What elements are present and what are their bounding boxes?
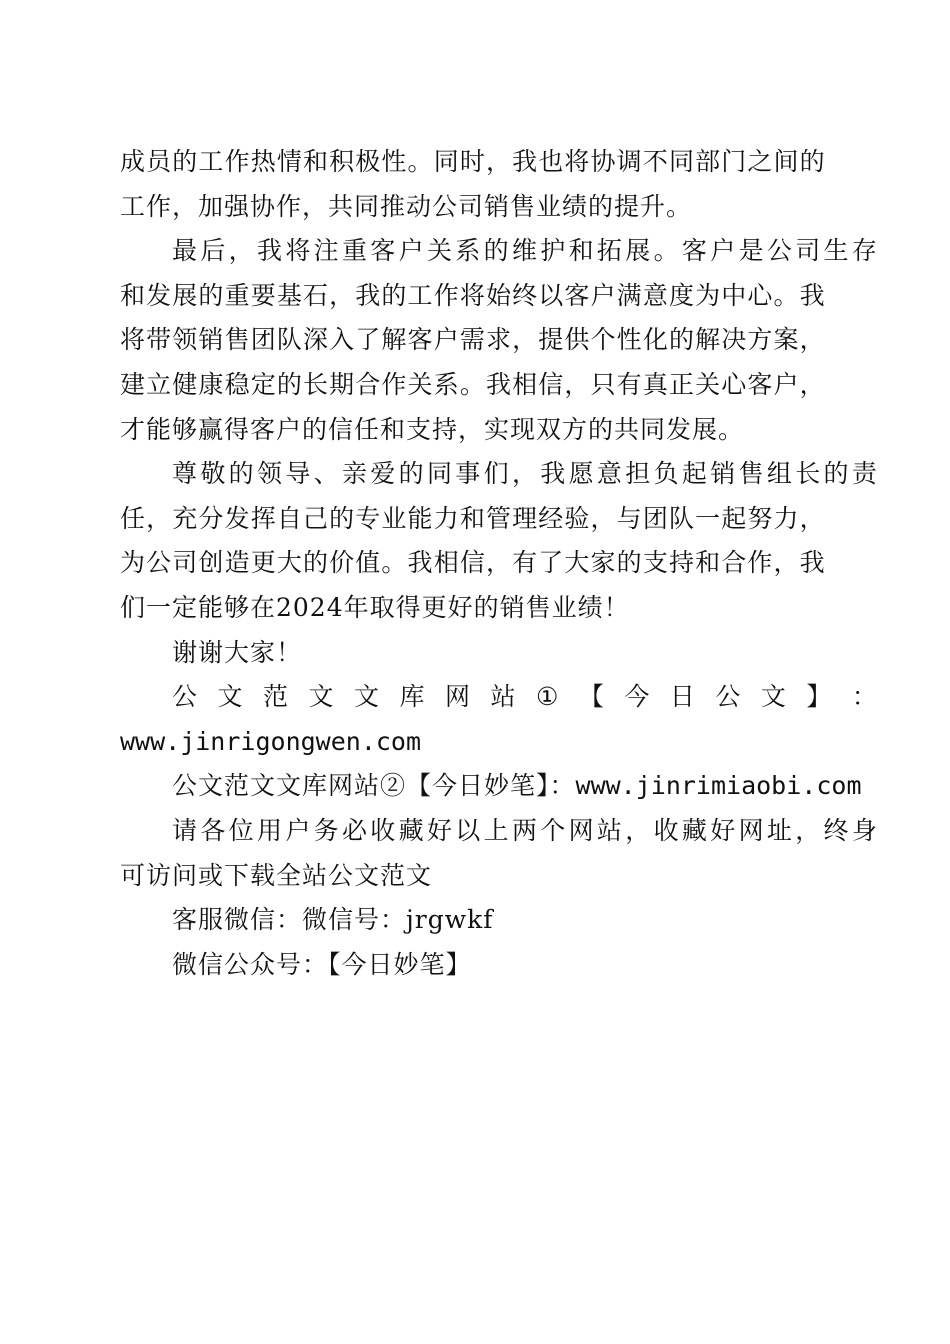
glyph: 更 — [250, 548, 277, 578]
glyph: 自 — [276, 503, 303, 533]
glyph: 系 — [433, 369, 460, 399]
glyph: 入 — [329, 325, 356, 355]
glyph: 理 — [512, 503, 539, 533]
glyph: 造 — [224, 548, 251, 578]
glyph: 合 — [355, 369, 382, 399]
glyph: 藏 — [681, 815, 708, 845]
glyph: 提 — [538, 325, 565, 355]
glyph: 务 — [313, 815, 340, 845]
glyph: 身 — [851, 815, 878, 845]
glyph: 创 — [198, 548, 225, 578]
glyph: 生 — [823, 236, 850, 266]
glyph: ， — [795, 815, 822, 845]
glyph: 我 — [256, 236, 283, 266]
glyph: 始 — [485, 280, 512, 310]
glyph: ， — [511, 459, 538, 489]
glyph: ， — [590, 503, 617, 533]
glyph: 藏 — [398, 815, 425, 845]
glyph: 的 — [398, 459, 425, 489]
glyph: ， — [485, 147, 512, 176]
glyph: 心 — [721, 369, 748, 399]
glyph: 极 — [355, 147, 382, 176]
glyph: 成 — [120, 147, 147, 176]
glyph: 业 — [381, 503, 408, 533]
glyph: 大 — [276, 548, 303, 578]
glyph: 调 — [616, 147, 643, 176]
glyph: 石 — [302, 280, 329, 310]
glyph: 客 — [407, 325, 434, 355]
glyph: 支 — [642, 548, 669, 578]
glyph: 文 — [354, 682, 381, 712]
glyph: 正 — [668, 369, 695, 399]
glyph: 也 — [538, 147, 565, 176]
glyph: 导 — [285, 459, 312, 489]
glyph: 的 — [616, 548, 643, 578]
glyph: 信 — [538, 369, 565, 399]
glyph: 作 — [747, 548, 774, 578]
glyph: 带 — [146, 325, 173, 355]
glyph: 工 — [407, 280, 434, 310]
glyph: 的 — [381, 280, 408, 310]
glyph: 的 — [483, 236, 510, 266]
glyph: 。 — [773, 280, 800, 310]
wechat-contact: 客服微信：微信号：jrgwkf — [172, 905, 494, 935]
glyph: 力 — [773, 503, 800, 533]
glyph: 建 — [120, 369, 147, 399]
glyph: 护 — [540, 236, 567, 266]
glyph: 好 — [710, 815, 737, 845]
glyph: 尊 — [172, 459, 199, 489]
glyph: 事 — [455, 459, 482, 489]
glyph: 的 — [228, 459, 255, 489]
glyph: 户 — [285, 815, 312, 845]
glyph: 敬 — [200, 459, 227, 489]
paragraph-line — [120, 452, 878, 497]
glyph: 之 — [747, 147, 774, 176]
glyph: 的 — [302, 548, 329, 578]
glyph: 上 — [483, 815, 510, 845]
glyph: 今 — [624, 682, 651, 712]
glyph: ， — [146, 503, 173, 533]
glyph: 为 — [695, 280, 722, 310]
glyph: ， — [799, 369, 826, 399]
glyph: 意 — [596, 459, 623, 489]
glyph: 网 — [445, 682, 472, 712]
glyph: 客 — [681, 236, 708, 266]
glyph: 健 — [172, 369, 199, 399]
glyph: 库 — [399, 682, 426, 712]
glyph: 公 — [766, 236, 793, 266]
glyph: 专 — [355, 503, 382, 533]
glyph: 化 — [642, 325, 669, 355]
glyph: 立 — [146, 369, 173, 399]
glyph: 将 — [564, 147, 591, 176]
glyph: 客 — [370, 236, 397, 266]
glyph: 日 — [669, 682, 696, 712]
site2-url: www.jinrimiaobi.com — [575, 771, 862, 801]
glyph: 的 — [329, 503, 356, 533]
glyph: 爱 — [370, 459, 397, 489]
glyph: 团 — [642, 503, 669, 533]
glyph: 公 — [146, 548, 173, 578]
glyph: 个 — [590, 325, 617, 355]
glyph: 销 — [198, 325, 225, 355]
glyph: 解 — [381, 325, 408, 355]
glyph: 力 — [433, 503, 460, 533]
glyph: 中 — [721, 280, 748, 310]
glyph: 深 — [302, 325, 329, 355]
glyph: 。 — [459, 369, 486, 399]
glyph: 愿 — [568, 459, 595, 489]
paragraph-line — [120, 318, 826, 363]
glyph: 以 — [455, 815, 482, 845]
glyph: 我 — [512, 147, 539, 176]
glyph: 发 — [224, 503, 251, 533]
glyph: ， — [773, 548, 800, 578]
glyph: 将 — [459, 280, 486, 310]
glyph: 长 — [795, 459, 822, 489]
glyph: 性 — [616, 325, 643, 355]
glyph: 案 — [773, 325, 800, 355]
glyph: 司 — [795, 236, 822, 266]
glyph: 文 — [760, 682, 787, 712]
paragraph-line — [120, 363, 826, 408]
paragraph-line — [120, 140, 826, 185]
glyph: 任 — [120, 503, 147, 533]
glyph: 康 — [198, 369, 225, 399]
glyph: 情 — [276, 147, 303, 176]
glyph: 长 — [302, 369, 329, 399]
glyph: 们 — [483, 459, 510, 489]
glyph: 必 — [341, 815, 368, 845]
glyph: 稳 — [224, 369, 251, 399]
glyph: 我 — [799, 548, 826, 578]
glyph: 售 — [738, 459, 765, 489]
glyph: 站 — [596, 815, 623, 845]
glyph: 团 — [250, 325, 277, 355]
paragraph-line — [120, 541, 826, 586]
glyph: ， — [512, 325, 539, 355]
glyph: 期 — [329, 369, 356, 399]
glyph: 家 — [590, 548, 617, 578]
glyph: 队 — [276, 325, 303, 355]
glyph: 和 — [695, 548, 722, 578]
glyph: 展 — [625, 236, 652, 266]
glyph: 和 — [302, 147, 329, 176]
glyph: ， — [329, 280, 356, 310]
glyph: 和 — [459, 503, 486, 533]
glyph: ， — [564, 369, 591, 399]
glyph: 真 — [642, 369, 669, 399]
glyph: 担 — [625, 459, 652, 489]
glyph: 的 — [276, 369, 303, 399]
glyph: 持 — [668, 548, 695, 578]
glyph: 我 — [540, 459, 567, 489]
glyph: 起 — [681, 459, 708, 489]
glyph: 关 — [695, 369, 722, 399]
glyph: 性 — [381, 147, 408, 176]
paragraph-line: 工作，加强协作，共同推动公司销售业绩的提升。 — [120, 191, 693, 221]
glyph: 客 — [747, 369, 774, 399]
glyph: ： — [851, 682, 878, 712]
glyph: 我 — [485, 369, 512, 399]
glyph: 户 — [710, 236, 737, 266]
glyph: 相 — [512, 369, 539, 399]
glyph: 一 — [695, 503, 722, 533]
glyph: 合 — [721, 548, 748, 578]
glyph: 收 — [653, 815, 680, 845]
site2-prefix: 公文范文文库网站②【今日妙笔】： — [172, 771, 576, 801]
glyph: 网 — [568, 815, 595, 845]
glyph: 亲 — [341, 459, 368, 489]
glyph: 【 — [578, 682, 605, 712]
glyph: 个 — [540, 815, 567, 845]
glyph: 验 — [564, 503, 591, 533]
glyph: 发 — [146, 280, 173, 310]
glyph: 领 — [172, 325, 199, 355]
glyph: 终 — [512, 280, 539, 310]
glyph: 系 — [455, 236, 482, 266]
glyph: 协 — [590, 147, 617, 176]
glyph: ， — [799, 325, 826, 355]
glyph: 两 — [511, 815, 538, 845]
glyph: 注 — [313, 236, 340, 266]
glyph: 最 — [172, 236, 199, 266]
paragraph-line: 们一定能够在2024年取得更好的销售业绩！ — [120, 592, 630, 622]
glyph: ， — [228, 236, 255, 266]
glyph: 时 — [459, 147, 486, 176]
glyph: 作 — [433, 280, 460, 310]
glyph: 员 — [146, 147, 173, 176]
glyph: 队 — [668, 503, 695, 533]
glyph: 意 — [642, 280, 669, 310]
glyph: 存 — [851, 236, 878, 266]
glyph: 和 — [568, 236, 595, 266]
glyph: 经 — [538, 503, 565, 533]
glyph: 积 — [329, 147, 356, 176]
glyph: 维 — [511, 236, 538, 266]
glyph: 的 — [823, 459, 850, 489]
glyph: 了 — [355, 325, 382, 355]
glyph: 是 — [738, 236, 765, 266]
glyph: 有 — [616, 369, 643, 399]
glyph: 能 — [407, 503, 434, 533]
glyph: ， — [485, 548, 512, 578]
glyph: 分 — [198, 503, 225, 533]
official-account: 微信公众号：【今日妙笔】 — [172, 949, 472, 979]
glyph: 。 — [407, 147, 434, 176]
site2-line — [120, 764, 862, 809]
glyph: 户 — [773, 369, 800, 399]
glyph: 销 — [710, 459, 737, 489]
glyph: 重 — [341, 236, 368, 266]
glyph: 只 — [590, 369, 617, 399]
glyph: 与 — [616, 503, 643, 533]
site1-url: www.jinrigongwen.com — [120, 726, 422, 756]
glyph: 将 — [285, 236, 312, 266]
glyph: 努 — [747, 503, 774, 533]
glyph: 充 — [172, 503, 199, 533]
glyph: 了 — [538, 548, 565, 578]
paragraph-line: 才能够赢得客户的信任和支持，实现双方的共同发展。 — [120, 414, 745, 444]
glyph: 同 — [433, 147, 460, 176]
glyph: 供 — [564, 325, 591, 355]
glyph: 文 — [308, 682, 335, 712]
glyph: 】 — [806, 682, 833, 712]
glyph: 门 — [721, 147, 748, 176]
glyph: 的 — [668, 325, 695, 355]
glyph: 户 — [398, 236, 425, 266]
glyph: 方 — [747, 325, 774, 355]
glyph: 领 — [256, 459, 283, 489]
glyph: 起 — [721, 503, 748, 533]
glyph: 展 — [172, 280, 199, 310]
glyph: 重 — [224, 280, 251, 310]
glyph: 好 — [426, 815, 453, 845]
glyph: 的 — [799, 147, 826, 176]
glyph: ① — [536, 682, 560, 712]
glyph: 值 — [355, 548, 382, 578]
glyph: 的 — [172, 147, 199, 176]
glyph: 我 — [407, 548, 434, 578]
glyph: 各 — [200, 815, 227, 845]
glyph: 关 — [426, 236, 453, 266]
glyph: ， — [799, 503, 826, 533]
glyph: 公 — [715, 682, 742, 712]
glyph: 户 — [433, 325, 460, 355]
glyph: 户 — [590, 280, 617, 310]
closing-thanks: 谢谢大家！ — [172, 637, 303, 667]
glyph: 解 — [695, 325, 722, 355]
glyph: 定 — [250, 369, 277, 399]
glyph: 间 — [773, 147, 800, 176]
glyph: 我 — [799, 280, 826, 310]
glyph: ， — [625, 815, 652, 845]
glyph: 心 — [747, 280, 774, 310]
glyph: 用 — [256, 815, 283, 845]
glyph: 将 — [120, 325, 147, 355]
paragraph-line — [120, 274, 826, 319]
glyph: 工 — [198, 147, 225, 176]
glyph: 有 — [512, 548, 539, 578]
glyph: 范 — [263, 682, 290, 712]
glyph: 售 — [224, 325, 251, 355]
glyph: 同 — [668, 147, 695, 176]
glyph: 求 — [485, 325, 512, 355]
glyph: 位 — [228, 815, 255, 845]
glyph: 部 — [695, 147, 722, 176]
glyph: 基 — [276, 280, 303, 310]
glyph: 同 — [426, 459, 453, 489]
glyph: 收 — [370, 815, 397, 845]
glyph: 客 — [564, 280, 591, 310]
glyph: 以 — [538, 280, 565, 310]
glyph: 满 — [616, 280, 643, 310]
glyph: 大 — [564, 548, 591, 578]
glyph: 决 — [721, 325, 748, 355]
glyph: 组 — [766, 459, 793, 489]
glyph: 文 — [217, 682, 244, 712]
glyph: 拓 — [596, 236, 623, 266]
glyph: 站 — [490, 682, 517, 712]
glyph: 为 — [120, 548, 147, 578]
glyph: 终 — [823, 815, 850, 845]
glyph: 要 — [250, 280, 277, 310]
paragraph-line — [120, 497, 826, 542]
glyph: 关 — [407, 369, 434, 399]
glyph: 己 — [302, 503, 329, 533]
notice-line — [120, 809, 878, 854]
glyph: 度 — [668, 280, 695, 310]
glyph: 。 — [381, 548, 408, 578]
paragraph-line — [120, 229, 878, 274]
glyph: 、 — [313, 459, 340, 489]
glyph: 请 — [172, 815, 199, 845]
glyph: 责 — [851, 459, 878, 489]
glyph: 相 — [433, 548, 460, 578]
glyph: 需 — [459, 325, 486, 355]
glyph: 址 — [766, 815, 793, 845]
glyph: 的 — [198, 280, 225, 310]
glyph: 信 — [459, 548, 486, 578]
document-body — [120, 140, 878, 987]
notice-line: 可访问或下载全站公文范文 — [120, 860, 433, 890]
glyph: 我 — [355, 280, 382, 310]
glyph: 价 — [329, 548, 356, 578]
glyph: 后 — [200, 236, 227, 266]
glyph: 挥 — [250, 503, 277, 533]
glyph: 公 — [172, 682, 199, 712]
glyph: 负 — [653, 459, 680, 489]
glyph: 和 — [120, 280, 147, 310]
glyph: 不 — [642, 147, 669, 176]
glyph: 热 — [250, 147, 277, 176]
site1-line — [120, 675, 878, 720]
glyph: 网 — [738, 815, 765, 845]
glyph: 司 — [172, 548, 199, 578]
glyph: 作 — [224, 147, 251, 176]
glyph: 管 — [485, 503, 512, 533]
glyph: 。 — [653, 236, 680, 266]
glyph: 作 — [381, 369, 408, 399]
